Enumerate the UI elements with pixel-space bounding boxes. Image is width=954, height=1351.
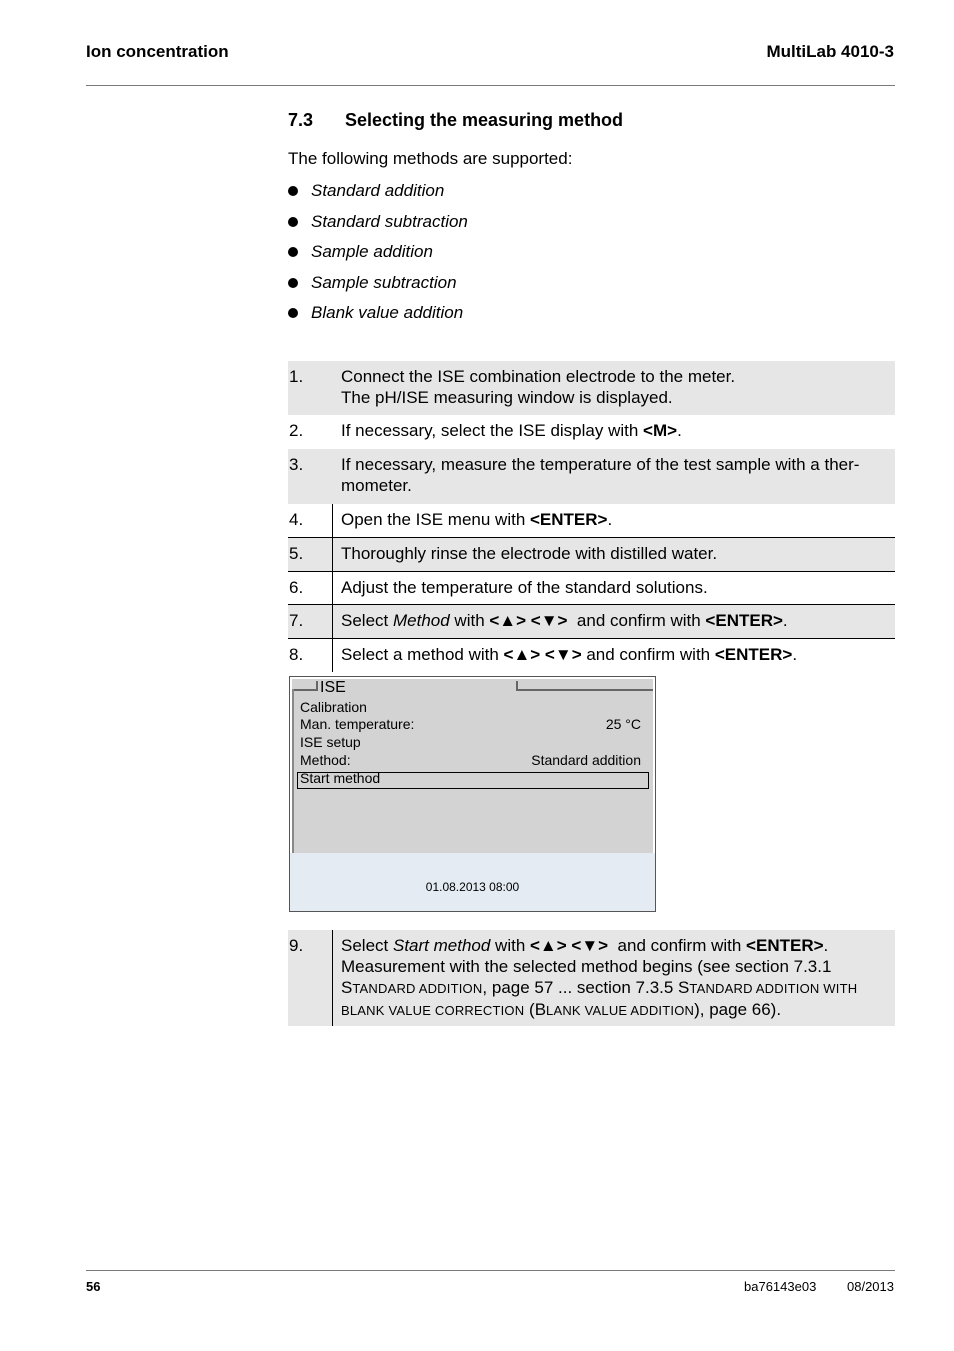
list-item: Sample subtraction (288, 272, 468, 303)
intro-text: The following methods are supported: (288, 149, 573, 168)
menu-item-method[interactable]: Method: (300, 752, 351, 768)
step-table (288, 361, 895, 672)
method-list (288, 180, 468, 333)
temperature-value: 25 °C (605, 716, 641, 732)
menu-border (292, 689, 294, 853)
tab-border (516, 689, 653, 691)
step-row: 2. If necessary, select the ISE display with <M>. (289, 421, 682, 440)
bullet-icon (288, 217, 298, 227)
list-item: Sample addition (288, 241, 468, 272)
section-title: Selecting the measuring method (345, 110, 624, 130)
step-row: 4. Open the ISE menu with <ENTER>. (288, 504, 895, 537)
step-row: 3. If necessary, measure the temperature of the test sample with a ther- mometer. (288, 449, 895, 504)
menu-item-calibration[interactable]: Calibration (300, 699, 367, 715)
step-row: 9. Select Start method with <▲> <▼> and confirm with <ENTER>. Measurement with the selected method begins (see section 7.3.1 STANDARD ADDITION, page 57 ... section 7.3.5 STANDARD ADDITION WITH BLANK VALUE CORRECTION (BLANK VALUE ADDITION), page 66). (288, 930, 895, 1026)
document-id: ba76143e03 (744, 1279, 817, 1294)
device-display (289, 676, 656, 912)
menu-area (292, 679, 653, 853)
header-rule (86, 85, 895, 86)
step-row: 6. Adjust the temperature of the standard solutions. (288, 571, 895, 604)
arrow-keys: <▲> <▼> (489, 611, 568, 630)
document-date: 08/2013 (847, 1279, 894, 1294)
page-number: 56 (86, 1279, 101, 1294)
running-header-right: MultiLab 4010-3 (766, 42, 894, 61)
list-item: Standard subtraction (288, 211, 468, 242)
step-row: 1. Connect the ISE combination electrode to the meter. The pH/ISE measuring window is displayed. (288, 361, 895, 415)
menu-item-ise-setup[interactable]: ISE setup (300, 734, 361, 750)
step-row: 5. Thoroughly rinse the electrode with distilled water. (288, 537, 895, 571)
step-row: 7. Select Method with <▲> <▼> and confirm with <ENTER>. (288, 604, 895, 638)
tab-border (292, 689, 318, 691)
list-item: Standard addition (288, 180, 468, 211)
status-area (290, 853, 655, 911)
bullet-icon (288, 247, 298, 257)
menu-title: ISE (320, 679, 346, 696)
footer-rule (86, 1270, 895, 1271)
bullet-icon (288, 308, 298, 318)
date-time: 01.08.2013 08:00 (425, 880, 520, 894)
arrow-keys: <▲> <▼> (503, 645, 582, 664)
arrow-keys: <▲> <▼> (530, 936, 609, 955)
bullet-icon (288, 186, 298, 196)
method-value: Standard addition (531, 752, 641, 768)
section-number: 7.3 (288, 110, 314, 130)
menu-item-temperature[interactable]: Man. temperature: (300, 716, 415, 732)
list-item: Blank value addition (288, 302, 468, 333)
step-row: 8. Select a method with <▲> <▼> and confirm with <ENTER>. (288, 638, 895, 672)
menu-item-start-method[interactable]: Start method (300, 770, 381, 786)
section-heading (288, 110, 623, 131)
running-header-left: Ion concentration (86, 42, 229, 61)
bullet-icon (288, 278, 298, 288)
tab-border (316, 681, 318, 691)
